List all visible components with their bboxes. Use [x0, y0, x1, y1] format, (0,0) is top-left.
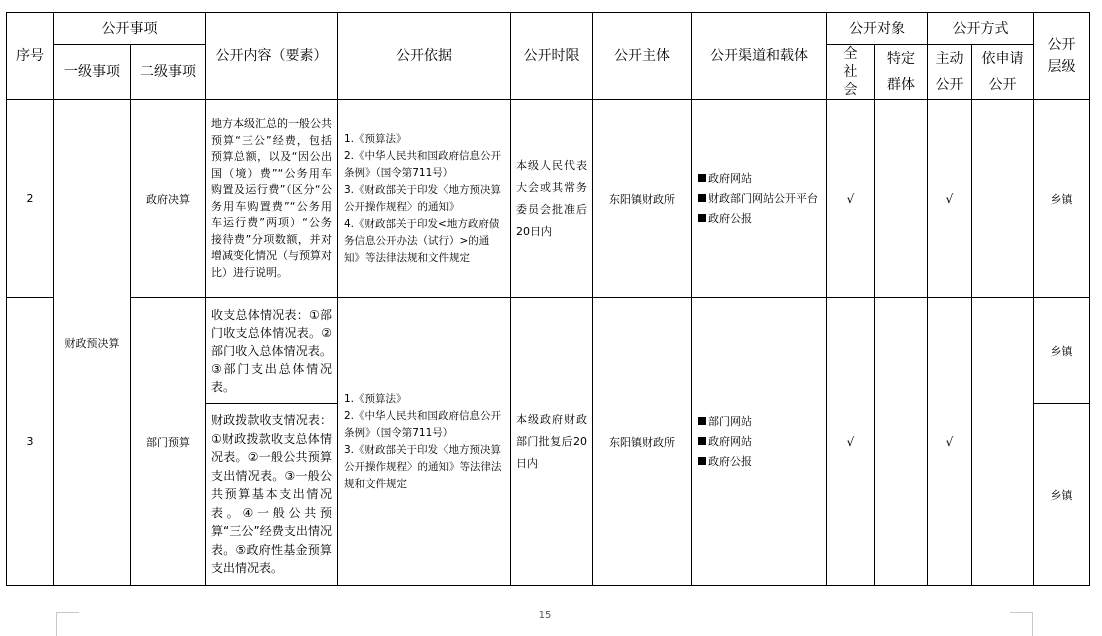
basis-item: 1.《预算法》: [344, 132, 407, 145]
header-content: 公开内容（要素）: [206, 13, 338, 100]
header-seq: 序号: [7, 13, 54, 100]
row-seq: 3: [7, 298, 54, 586]
square-bullet-icon: [698, 437, 706, 445]
row-content: 地方本级汇总的一般公共预算“三公”经费，包括预算总额，以及“因公出国（境）费”“公务用车购置及运行费”（区分“公务用车购置费”“公务用车运行费”两项）“公务接待费”分项数额，并对增减变化情况（与预算对比）进行说明。: [206, 100, 338, 298]
disclosure-table: [6, 12, 1090, 586]
channel-item: 政府公报: [698, 452, 820, 472]
header-level2: 二级事项: [131, 45, 206, 100]
header-matters: 公开事项: [54, 13, 206, 45]
header-method: 公开方式: [928, 13, 1034, 45]
row-level2: 政府决算: [131, 100, 206, 298]
channel-item: 财政部门网站公开平台: [698, 189, 820, 209]
table-row: [7, 298, 1090, 404]
channel-item: 政府公报: [698, 209, 820, 229]
header-target-all: 全社会: [827, 45, 875, 100]
level1-cell: 财政预决算: [54, 100, 131, 586]
target-all-check: √: [827, 100, 875, 298]
target-all-check: √: [827, 298, 875, 586]
header-basis: 公开依据: [338, 13, 511, 100]
square-bullet-icon: [698, 194, 706, 202]
header-target-specific: 特定群体: [875, 45, 928, 100]
crop-mark-right: [1010, 612, 1033, 636]
square-bullet-icon: [698, 417, 706, 425]
basis-item: 3.《财政部关于印发〈地方预决算公开操作规程〉的通知》: [344, 183, 502, 213]
channel-item: 政府网站: [698, 432, 820, 452]
row-channels: [692, 298, 827, 586]
row-channels: [692, 100, 827, 298]
row-tier-b: 乡镇: [1034, 404, 1090, 586]
header-subject: 公开主体: [593, 13, 692, 100]
crop-mark-left: [56, 612, 79, 636]
basis-item: 3.《财政部关于印发〈地方预决算公开操作规程〉的通知》等法律法规和文件规定: [344, 443, 502, 490]
header-channel: 公开渠道和载体: [692, 13, 827, 100]
row-deadline: 本级人民代表大会或其常务委员会批准后20日内: [511, 100, 593, 298]
row-basis: [338, 100, 511, 298]
row-tier: 乡镇: [1034, 100, 1090, 298]
method-request-empty: [972, 298, 1034, 586]
square-bullet-icon: [698, 174, 706, 182]
basis-item: 1.《预算法》: [344, 392, 407, 405]
target-specific-empty: [875, 298, 928, 586]
method-active-check: √: [928, 298, 972, 586]
method-request-empty: [972, 100, 1034, 298]
target-specific-empty: [875, 100, 928, 298]
header-tier: 公开层级: [1034, 13, 1090, 100]
square-bullet-icon: [698, 214, 706, 222]
row-deadline: 本级政府财政部门批复后20日内: [511, 298, 593, 586]
header-level1: 一级事项: [54, 45, 131, 100]
basis-item: 2.《中华人民共和国政府信息公开条例》（国令第711号）: [344, 149, 502, 179]
row-subject: 东阳镇财政所: [593, 298, 692, 586]
square-bullet-icon: [698, 457, 706, 465]
channel-item: 政府网站: [698, 169, 820, 189]
row-content-b: 财政拨款收支情况表：①财政拨款收支总体情况表。②一般公共预算支出情况表。③一般公共预算基本支出情况表。④一般公共预算“三公”经费支出情况表。⑤政府性基金预算支出情况表。: [206, 404, 338, 586]
page-number: 15: [538, 610, 552, 621]
row-level2: 部门预算: [131, 298, 206, 586]
channel-item: 部门网站: [698, 412, 820, 432]
header-deadline: 公开时限: [511, 13, 593, 100]
header-method-active: 主动公开: [928, 45, 972, 100]
basis-item: 2.《中华人民共和国政府信息公开条例》（国令第711号）: [344, 409, 502, 439]
table-row: [7, 100, 1090, 298]
row-tier-a: 乡镇: [1034, 298, 1090, 404]
row-basis: [338, 298, 511, 586]
row-content-a: 收支总体情况表：①部门收支总体情况表。②部门收入总体情况表。③部门支出总体情况表。: [206, 298, 338, 404]
row-subject: 东阳镇财政所: [593, 100, 692, 298]
row-seq: 2: [7, 100, 54, 298]
header-target: 公开对象: [827, 13, 928, 45]
basis-item: 4.《财政部关于印发<地方政府债务信息公开办法（试行）>的通知》等法律法规和文件规定: [344, 217, 500, 264]
header-method-request: 依申请公开: [972, 45, 1034, 100]
method-active-check: √: [928, 100, 972, 298]
